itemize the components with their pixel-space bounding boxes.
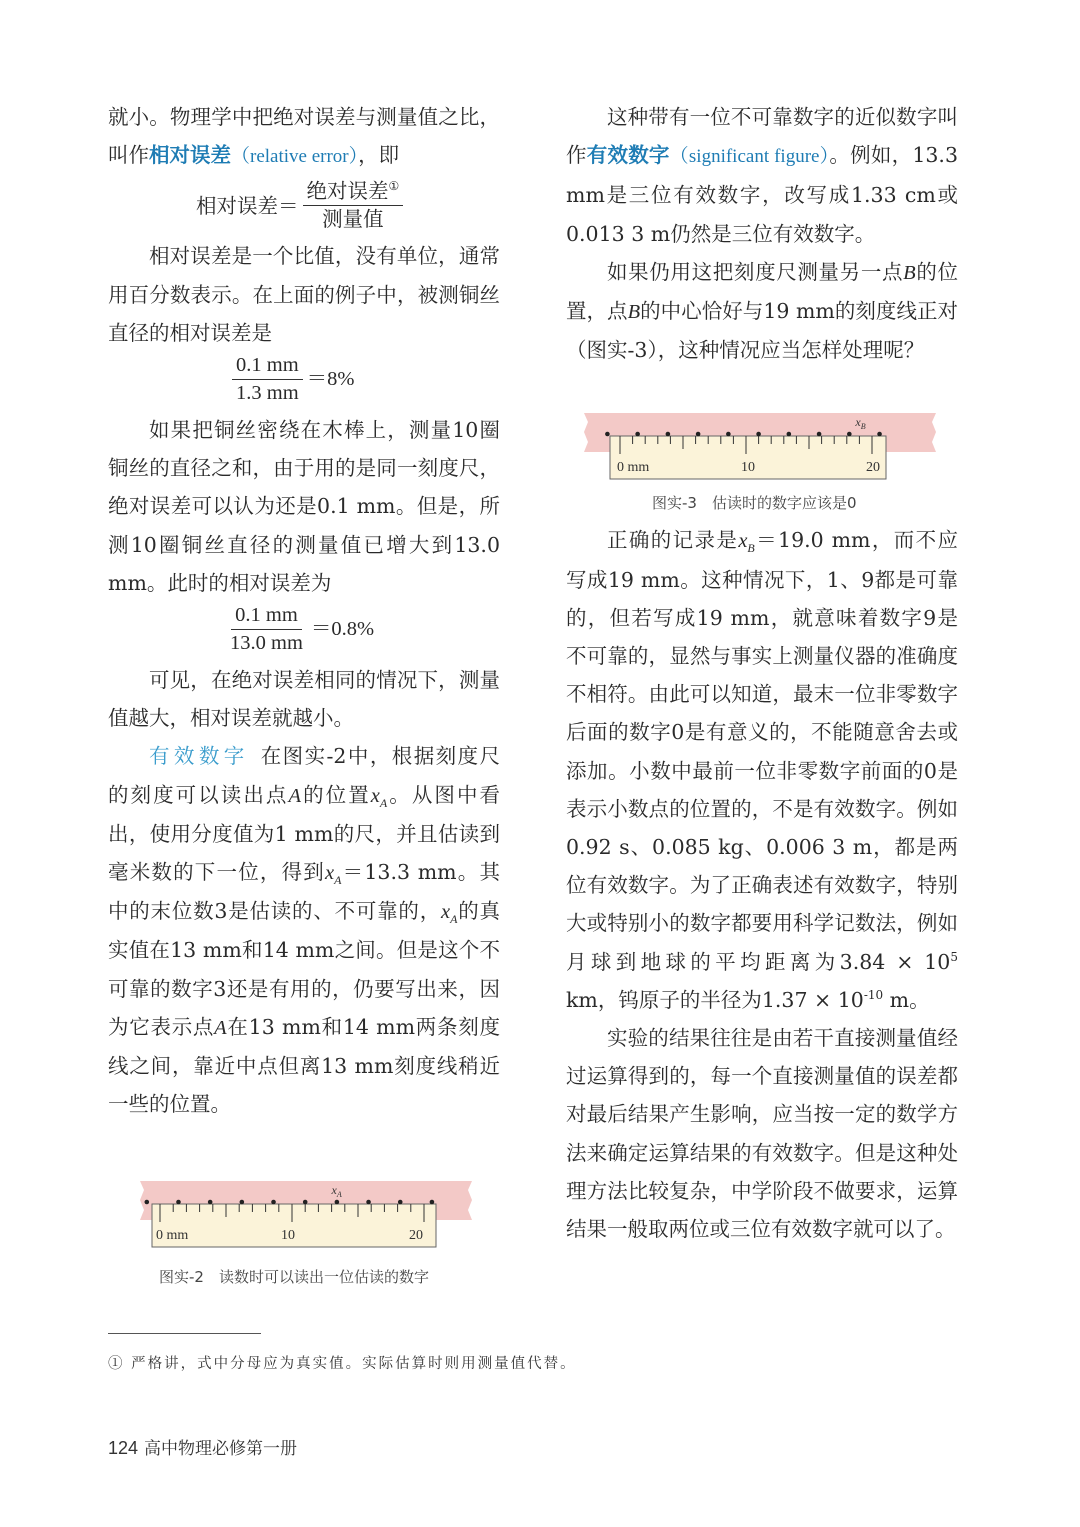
chain-dot (817, 432, 822, 437)
chain-dot (145, 1200, 150, 1205)
paragraph: 实验的结果往往是由若干直接测量值经过运算得到的，每一个直接测量值的误差都对最后结果产生影响，应当按一定的数学方法来确定运算结果的有效数字。但是这种处理方法比较复杂，中学阶段不做要求，运算结果一般取两位或三位有效数字就可以了。 (566, 1026, 958, 1242)
paragraph: 有效数字 在图实-2中，根据刻度尺的刻度可以读出点A的位置$x_A$。从图中看出，使用分度值为1 mm的尺，并且估读到毫米数的下一位，得到$x_A=13.3$ mm。其中的末位数3是估读的、不可靠的，$x_A$的真实值在13 mm和14 mm之间。但是这个不可靠的数字3还是有用的，仍要写出来，因为它表示点A在13 mm和14 mm两条刻度线之间，靠近中点但离13 mm刻度线稍近一些的位置。 (108, 744, 501, 1117)
marker-xA: $x_A$ (331, 1183, 342, 1199)
chain-dot (877, 432, 882, 437)
page-number: 124 (108, 1438, 139, 1458)
chain-dot (847, 432, 852, 437)
ruler-label-0: 0 mm (156, 1228, 189, 1243)
chain-dot (240, 1200, 245, 1205)
ruler-label-0: 0 mm (617, 460, 650, 475)
marker-xB: $x_B$ (855, 415, 866, 431)
paragraph: 正确的记录是$x_B=19.0$ mm，而不应写成19 mm。这种情况下，1、9都是可靠的，但若写成19 mm，就意味着数字9是不可靠的，显然与事实上测量仪器的准确度不相符。由此可以知道，最末一位非零数字后面的数字0是有意义的，不能随意舍去或添加。小数中最前一位非零数字前面的0是表示小数点的位置的，不是有效数字。例如0.92 s、0.085 kg、0.006 3 m，都是两位有效数字。为了正确表述有效数字，特别大或特别小的数字都要用科学记数法，例如月球到地球的平均距离为$3.84 \times 10^5$ km，钨原子的半径为$1.37 \times 10^{-10}$ m。 (566, 528, 958, 1012)
ruler-figure-3 (582, 410, 938, 485)
figure-caption: 图实-3 估读时的数字应该是0 (652, 494, 857, 512)
chain-dot (303, 1200, 308, 1205)
page-footer (108, 1434, 297, 1459)
chain-dot (696, 432, 701, 437)
chain-dot (787, 432, 792, 437)
chain-dot (756, 432, 761, 437)
chain-dot (398, 1200, 403, 1205)
formula-0-8-percent: $\frac{0.1 mm}{13.0 mm}$ ＝0.8% (230, 604, 375, 655)
section-heading: 有效数字 (149, 744, 249, 769)
chain-dot (208, 1200, 213, 1205)
right-column (566, 98, 958, 1248)
book-title: 高中物理必修第一册 (144, 1439, 298, 1459)
chain-dot (666, 432, 671, 437)
term-significant-figure: 有效数字 (586, 143, 670, 168)
ruler-label-10: 10 (281, 1228, 295, 1243)
paragraph: 如果把铜丝密绕在木棒上，测量10圈铜丝的直径之和，由于用的是同一刻度尺，绝对误差可以认为还是0.1 mm。但是，所测10圈铜丝直径的测量值已增大到13.0 mm。此时的相对误差为 (108, 418, 500, 595)
chain-dot (430, 1200, 435, 1205)
term-relative-error: 相对误差 (149, 143, 231, 168)
ruler-label-20: 20 (409, 1228, 423, 1243)
chain-dot (271, 1200, 276, 1205)
chain-dot (635, 432, 640, 437)
ruler-figure-2 (138, 1178, 474, 1253)
chain-dot (366, 1200, 371, 1205)
paragraph: 相对误差是一个比值，没有单位，通常用百分数表示。在上面的例子中，被测铜丝直径的相对误差是 (108, 244, 500, 345)
left-column (108, 98, 500, 1123)
chain-dot (605, 432, 610, 437)
paragraph: 这种带有一位不可靠数字的近似数字叫作有效数字（significant figure）。例如，13.3 mm是三位有效数字，改写成1.33 cm或0.013 3 m仍然是三位有效数字。 (566, 105, 958, 246)
chain-dot (176, 1200, 181, 1205)
chain-dot (726, 432, 731, 437)
formula-8-percent: $\frac{0.1 mm}{1.3 mm}$ ＝8% (228, 352, 500, 407)
chain-dot (335, 1200, 340, 1205)
paragraph: 如果仍用这把刻度尺测量另一点B的位置，点B的中心恰好与19 mm的刻度线正对（图实-3），这种情况应当怎样处理呢？ (566, 259, 959, 363)
footnote: ① 严格讲，式中分母应为真实值。实际估算时则用测量值代替。 (108, 1356, 577, 1372)
paragraph: 就小。物理学中把绝对误差与测量值之比，叫作相对误差（relative error），即 (108, 105, 500, 168)
paragraph: 可见，在绝对误差相同的情况下，测量值越大，相对误差就越小。 (108, 668, 500, 731)
figure-caption: 图实-2 读数时可以读出一位估读的数字 (159, 1268, 429, 1286)
formula-relative-error: 相对误差＝ $\frac{绝对误差^①}{\text{测量值}}$ (196, 178, 500, 233)
ruler-label-20: 20 (866, 460, 880, 475)
ruler-label-10: 10 (741, 460, 755, 475)
footnote-divider (108, 1333, 261, 1334)
